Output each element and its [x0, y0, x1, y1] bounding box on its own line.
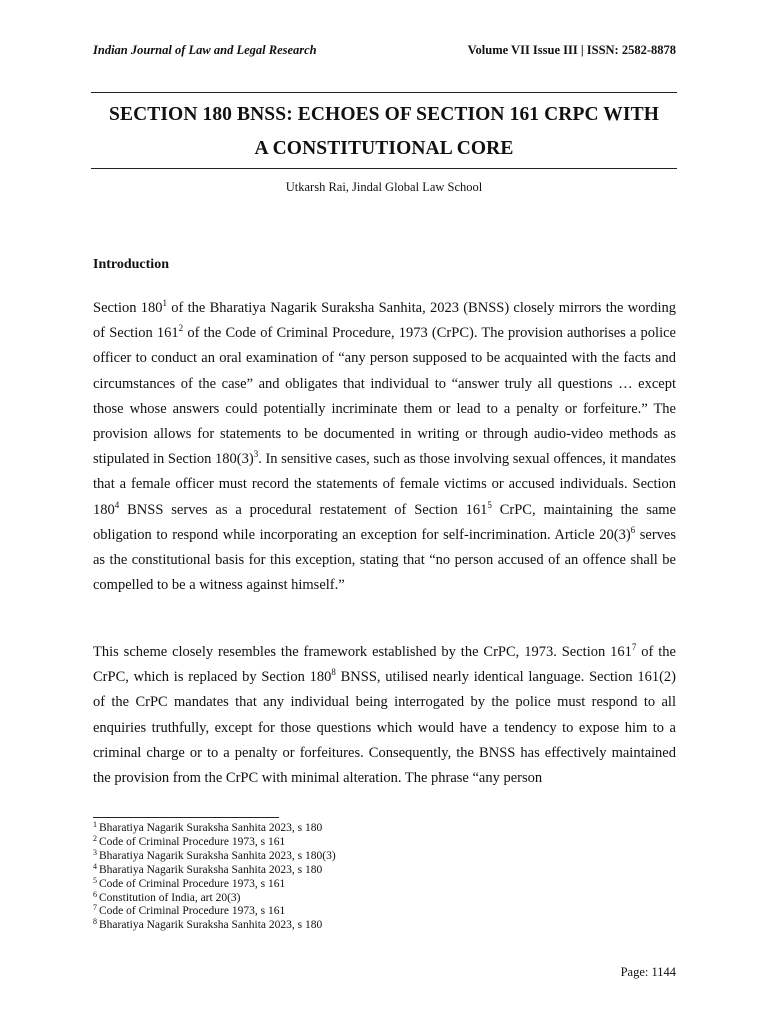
footnote-text: Code of Criminal Procedure 1973, s 161 [99, 835, 286, 848]
journal-volume-issn: Volume VII Issue III | ISSN: 2582-8878 [467, 43, 676, 57]
footnote-number: 1 [93, 820, 97, 829]
footnote-number: 6 [93, 889, 97, 899]
title-bottom-rule [91, 168, 677, 169]
footnote-text: Code of Criminal Procedure 1973, s 161 [99, 905, 286, 918]
footnote-text: Bharatiya Nagarik Suraksha Sanhita 2023, s 180 [99, 822, 323, 834]
paragraph-2-text: of the CrPC, which is replaced by Section 180 [93, 644, 676, 686]
paragraph-1-text: Section 180 [93, 300, 163, 316]
footnote-item [93, 861, 336, 878]
paragraph-1-text: BNSS serves as a procedural restatement of Section 161 [119, 501, 488, 518]
footnote-number: 5 [93, 875, 97, 885]
footnote-list [93, 822, 336, 933]
article-title [91, 98, 677, 166]
footnote-ref[interactable]: 3 [253, 449, 259, 460]
footnote-ref[interactable]: 5 [487, 499, 492, 510]
section-heading-introduction: Introduction [93, 257, 169, 272]
footnote-ref[interactable]: 2 [178, 323, 184, 334]
footnote-text: Code of Criminal Procedure 1973, s 161 [99, 877, 286, 890]
paragraph-1-text: of the Bharatiya Nagarik Suraksha Sanhita, 2023 (BNSS) closely mirrors the wording of Section 161 [93, 300, 676, 342]
footnote-text: Bharatiya Nagarik Suraksha Sanhita 2023, s 180 [99, 863, 323, 876]
footnote-item [93, 833, 336, 850]
paragraph-1-text: serves as the constitutional basis for this exception, stating that “no person accused of an offence shall be compelled to be a witness against himself.” [93, 526, 676, 594]
footnote-item [93, 875, 336, 892]
footnote-number: 8 [93, 917, 97, 927]
footnote-number: 7 [93, 903, 97, 913]
footnote-ref[interactable]: 4 [114, 499, 120, 510]
footnote-number: 3 [93, 847, 97, 857]
footnote-item [93, 889, 336, 906]
title-line-1: SECTION 180 BNSS: ECHOES OF SECTION 161 CRPC WITH [109, 104, 659, 125]
footnote-text: Constitution of India, art 20(3) [99, 891, 241, 904]
paragraph-1 [93, 296, 676, 598]
title-top-rule [91, 92, 677, 93]
paragraph-2-text: BNSS, utilised nearly identical language. Section 161(2) of the CrPC mandates that any individual being interrogated by the police must respond to all enquiries truthfully, except for those questions which would have a tendency to expose him to a criminal charge or to a penalty or forfeitures. Consequently, the BNSS has effectively maintained the provision from the CrPC with minimal alteration. The phrase “any person [93, 669, 677, 787]
journal-name: Indian Journal of Law and Legal Research [93, 43, 317, 57]
footnote-item [93, 822, 336, 836]
title-line-2: A CONSTITUTIONAL CORE [254, 138, 514, 159]
footnote-ref[interactable]: 8 [331, 667, 336, 678]
footnote-ref[interactable]: 6 [630, 524, 636, 535]
footnote-number: 2 [93, 833, 97, 843]
footnote-number: 4 [93, 861, 97, 871]
paragraph-2 [93, 640, 676, 791]
paragraph-1-text: . In sensitive cases, such as those involving sexual offences, it mandates that a female officer must record the statements of female victims or accused individuals. Section 180 [93, 451, 676, 518]
footnote-item [93, 847, 336, 864]
footnote-ref[interactable]: 7 [631, 642, 637, 652]
page-number: Page: 1144 [620, 965, 676, 979]
footnote-ref[interactable]: 1 [162, 298, 168, 308]
footnote-item [93, 919, 336, 933]
paragraph-1-text: of the Code of Criminal Procedure, 1973 (CrPC). The provision authorises a police officer to conduct an oral examination of “any person supposed to be acquainted with the facts and circumstances of the case” and obligates that individual to “answer truly all questions … except those whose answers could potentially incriminate them or lead to a penalty or forfeiture.” The provision allows for statements to be documented in writing or through audio-video methods as stipulated in Section 180(3) [93, 325, 676, 468]
paragraph-1-text: CrPC, maintaining the same obligation to respond while incorporating an exception for self-incrimination. Article 20(3) [93, 501, 676, 543]
paragraph-2-text: This scheme closely resembles the framework established by the CrPC, 1973. Section 161 [93, 644, 632, 660]
footnote-text: Bharatiya Nagarik Suraksha Sanhita 2023, s 180(3) [99, 849, 336, 862]
footnote-separator [93, 817, 279, 818]
footnote-item [93, 905, 336, 919]
footnote-text: Bharatiya Nagarik Suraksha Sanhita 2023, s 180 [99, 919, 323, 932]
author-line: Utkarsh Rai, Jindal Global Law School [285, 180, 483, 194]
